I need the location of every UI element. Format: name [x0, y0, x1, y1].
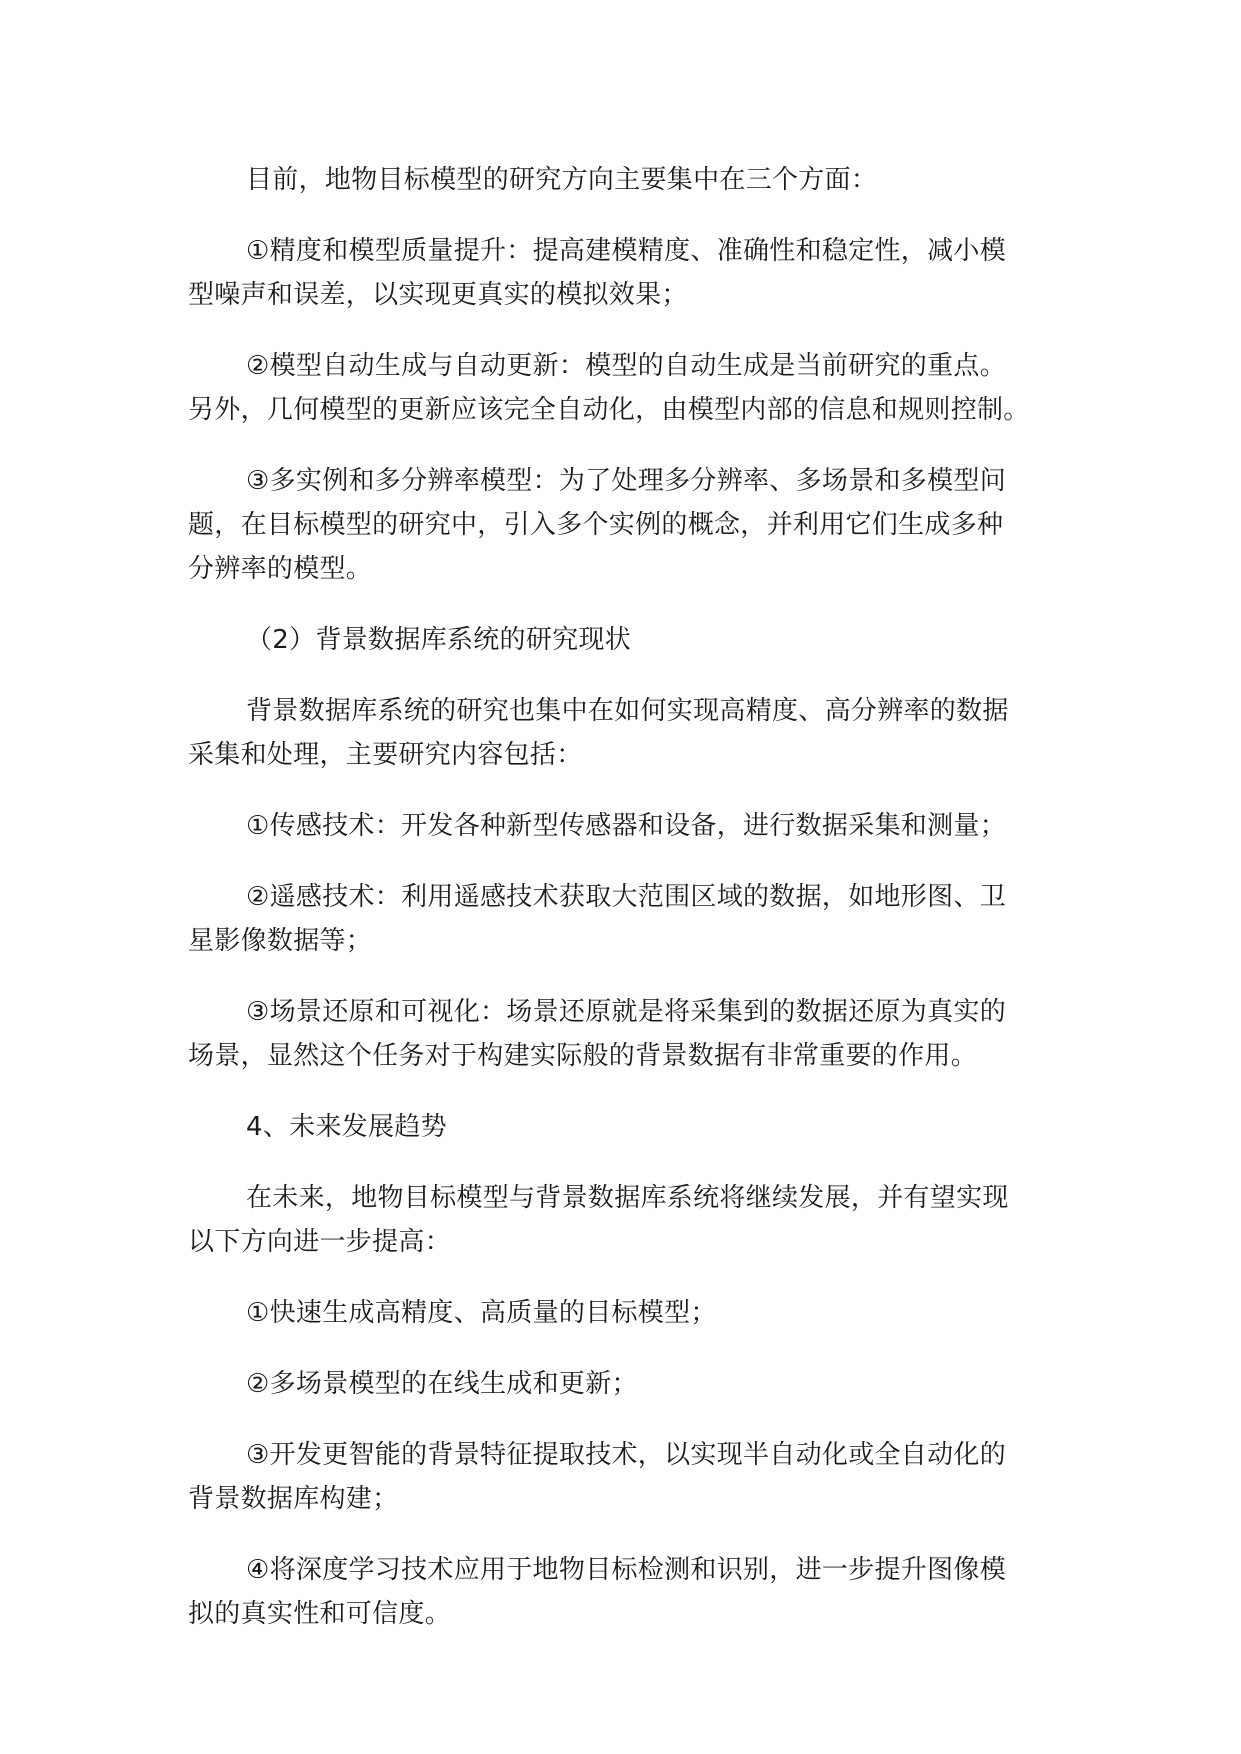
- paragraph-multi-instance: [188, 459, 1048, 591]
- paragraph-sensing-tech: [188, 804, 1048, 848]
- text-line: 星影像数据等；: [188, 926, 373, 956]
- text-line: ③开发更智能的背景特征提取技术，以实现半自动化或全自动化的: [246, 1440, 1007, 1470]
- heading-text: 4、未来发展趋势: [246, 1112, 447, 1142]
- text-line: ①传感技术：开发各种新型传感器和设备，进行数据采集和测量；: [246, 811, 1007, 841]
- text-line: 背景数据库系统的研究也集中在如何实现高精度、高分辨率的数据: [246, 696, 1009, 726]
- text-line: 在未来，地物目标模型与背景数据库系统将继续发展，并有望实现: [246, 1183, 1009, 1213]
- text-line: ③场景还原和可视化：场景还原就是将采集到的数据还原为真实的: [246, 997, 1007, 1027]
- document-body: [188, 158, 1048, 1663]
- text-line: 目前，地物目标模型的研究方向主要集中在三个方面：: [246, 165, 878, 195]
- text-line: 另外，几何模型的更新应该完全自动化，由模型内部的信息和规则控制。: [188, 395, 1030, 425]
- paragraph-precision-quality: [188, 229, 1048, 317]
- section-heading-future-trends: [188, 1105, 1048, 1149]
- text-line: 采集和处理，主要研究内容包括：: [188, 740, 583, 770]
- text-line: 背景数据库构建；: [188, 1484, 399, 1514]
- paragraph-background-db-research: [188, 689, 1048, 777]
- text-line: ①精度和模型质量提升：提高建模精度、准确性和稳定性，减小模: [246, 236, 1007, 266]
- text-line: 场景，显然这个任务对于构建实际般的背景数据有非常重要的作用。: [188, 1041, 978, 1071]
- text-line: ②遥感技术：利用遥感技术获取大范围区域的数据，如地形图、卫: [246, 882, 1007, 912]
- text-line: ②多场景模型的在线生成和更新；: [246, 1369, 638, 1399]
- text-line: 拟的真实性和可信度。: [188, 1599, 452, 1629]
- text-line: 题，在目标模型的研究中，引入多个实例的概念，并利用它们生成多种: [188, 510, 1004, 540]
- text-line: ①快速生成高精度、高质量的目标模型；: [246, 1298, 717, 1328]
- heading-text: （2）背景数据库系统的研究现状: [246, 625, 632, 655]
- text-line: ②模型自动生成与自动更新：模型的自动生成是当前研究的重点。: [246, 351, 1007, 381]
- paragraph-research-directions: [188, 158, 1048, 202]
- text-line: ④将深度学习技术应用于地物目标检测和识别，进一步提升图像模: [246, 1555, 1007, 1585]
- text-line: ③多实例和多分辨率模型：为了处理多分辨率、多场景和多模型问: [246, 466, 1007, 496]
- paragraph-future-outlook: [188, 1176, 1048, 1264]
- text-line: 以下方向进一步提高：: [188, 1227, 452, 1257]
- paragraph-deep-learning: [188, 1548, 1048, 1636]
- text-line: 分辨率的模型。: [188, 554, 373, 584]
- paragraph-scene-restoration: [188, 990, 1048, 1078]
- paragraph-fast-generation: [188, 1291, 1048, 1335]
- paragraph-feature-extraction: [188, 1433, 1048, 1521]
- paragraph-remote-sensing: [188, 875, 1048, 963]
- paragraph-online-generation: [188, 1362, 1048, 1406]
- text-line: 型噪声和误差，以实现更真实的模拟效果；: [188, 280, 688, 310]
- section-heading-background-db: [188, 618, 1048, 662]
- paragraph-auto-generation: [188, 344, 1048, 432]
